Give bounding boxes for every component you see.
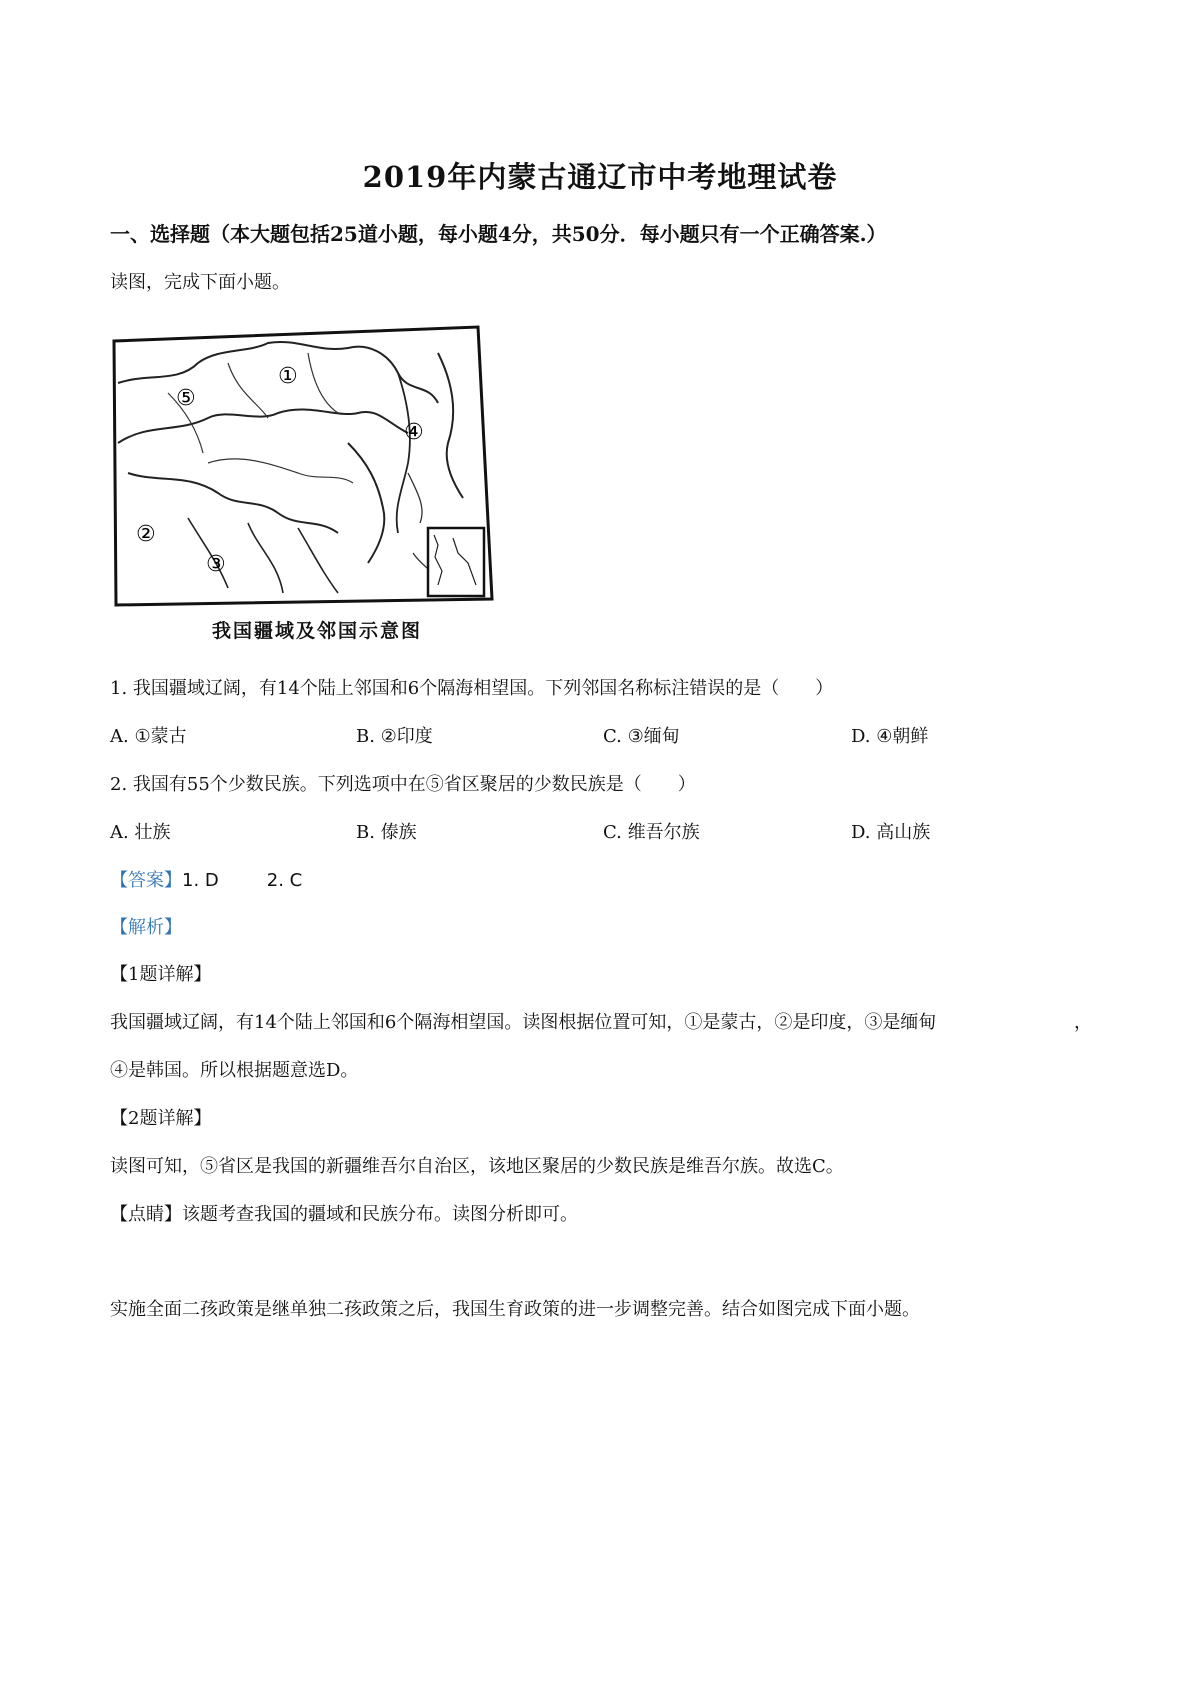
q1-option-d: D. ④朝鲜 xyxy=(851,726,929,747)
detail-1-text-line1-end: ， xyxy=(1074,1012,1092,1033)
detail-1-text-line1: 我国疆域辽阔，有14个陆上邻国和6个隔海相望国。读图根据位置可知，①是蒙古，②是印度，③是缅甸 xyxy=(110,1012,937,1033)
answer-label: 【答案】 xyxy=(110,870,182,891)
map-label-1: ① xyxy=(278,364,298,389)
answer-2: 2. C xyxy=(266,870,303,891)
detail-2-heading: 【2题详解】 xyxy=(110,1108,212,1129)
china-neighbors-map xyxy=(108,323,538,643)
map-label-5: ⑤ xyxy=(176,386,196,411)
detail-1-text-line2: ④是韩国。所以根据题意选D。 xyxy=(110,1060,359,1081)
map-label-3: ③ xyxy=(206,552,226,577)
q2-option-b: B. 傣族 xyxy=(356,822,417,843)
intro-text-2: 实施全面二孩政策是继单独二孩政策之后，我国生育政策的进一步调整完善。结合如图完成下面小题。 xyxy=(110,1299,920,1320)
comment-text: 【点睛】该题考查我国的疆域和民族分布。读图分析即可。 xyxy=(110,1204,578,1225)
q2-option-a: A. 壮族 xyxy=(110,822,171,843)
answer-line xyxy=(110,866,302,892)
question-1-stem: 1. 我国疆域辽阔，有14个陆上邻国和6个隔海相望国。下列邻国名称标注错误的是（ ） xyxy=(110,678,834,699)
section-heading: 一、选择题（本大题包括25道小题，每小题4分，共50分．每小题只有一个正确答案.） xyxy=(110,222,887,246)
map-label-4: ④ xyxy=(404,420,424,445)
q1-option-a: A. ①蒙古 xyxy=(110,726,187,747)
q2-option-d: D. 高山族 xyxy=(851,822,931,843)
intro-text-1: 读图，完成下面小题。 xyxy=(110,272,290,293)
detail-2-text: 读图可知，⑤省区是我国的新疆维吾尔自治区，该地区聚居的少数民族是维吾尔族。故选C。 xyxy=(110,1156,844,1177)
map-label-2: ② xyxy=(136,522,156,547)
q1-option-c: C. ③缅甸 xyxy=(603,726,680,747)
q1-option-b: B. ②印度 xyxy=(356,726,433,747)
page-title: 2019年内蒙古通辽市中考地理试卷 xyxy=(362,160,838,194)
question-2-stem: 2. 我国有55个少数民族。下列选项中在⑤省区聚居的少数民族是（ ） xyxy=(110,774,696,795)
analysis-label: 【解析】 xyxy=(110,917,182,938)
answer-1: 1. D xyxy=(182,870,219,891)
map-caption: 我国疆域及邻国示意图 xyxy=(212,620,423,642)
q2-option-c: C. 维吾尔族 xyxy=(603,822,700,843)
map-graphic xyxy=(108,323,538,613)
detail-1-heading: 【1题详解】 xyxy=(110,964,212,985)
